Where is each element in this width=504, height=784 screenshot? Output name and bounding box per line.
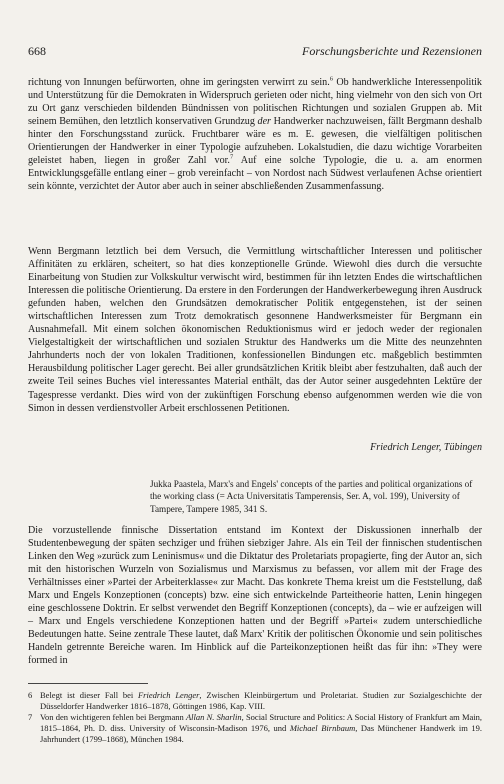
footnote-divider <box>28 683 148 684</box>
review-book-citation: Jukka Paastela, Marx's and Engels' concepts of the parties and political organizations of the working class (= Acta Universitatis Tamperensis, Ser. A, vol. 199), University of Tampere, Tampere 1985, 341 S. <box>150 479 473 514</box>
footnote-ref-6: 6 <box>329 75 333 83</box>
reviewer-signature: Friedrich Lenger, Tübingen <box>370 442 482 453</box>
text-span: Ob handwerkliche Interessenpolitik und Unterstützung für die Demokraten in Widerspruch gerieten oder nicht, hing vielmehr von den sich von Ort zu Ort ganz verschieden bildenden Bündnissen von politischen Richtungen und sozialen Gruppen ab. Mit seinem Bemühen, den letztlich konservativen Grundzug <box>28 77 482 128</box>
page-number: 668 <box>28 44 46 58</box>
paragraph-review-intro: Die vorzustellende finnische Dissertation entstand im Kontext der Diskussionen innerhalb der Studentenbewegung der späten sechziger und frühen siebziger Jahre. Als ein Teil der finnischen studentischen Linken den Weg »zurück zum Leninismus« und die Diktatur des Proletariats propagierte, fing der Autor an, sich mit den historischen Wurzeln von Sozialismus und Marxismus zu befassen, vor allem mit der Frage des Verhältnisses einer »Partei der Arbeiterklasse« zur Macht. Das konkrete Thema kreist um die Feststellung, daß Marx und Engels Konzeptionen (concepts) bzw. eine sich entwickelnde Parteitheorie hatten, Lenin hingegen eine geschlossene Doktrin. Er selbst verwendet den Begriff Konzeptionen (concepts), da – wie er aufzeigen will – Marx und Engels verschiedene Konzeptionen hatten und der Begriff »Partei« zudem unterschiedliche Bedeutungen hatte. Seine zentrale These lautet, daß Marx' Kritik der politischen Ökonomie und sein politisches Handeln getrennte Bereiche waren. Im Hinblick auf die Parteikonzeptionen heißt das für ihn: »They were formed in <box>28 525 482 667</box>
text-span: richtung von Innungen befürworten, ohne im geringsten verwirrt zu sein. <box>28 77 330 88</box>
footnote <box>28 690 482 711</box>
text-span: , Das Münchener Handwerk im 19. Jahrhundert (1799–1868), München 1984. <box>40 723 482 744</box>
emphasis-text: der <box>257 116 271 128</box>
footnotes <box>28 690 482 746</box>
text-span: , Zwischen Kleinbürgertum und Proletariat. Studien zur Sozialgeschichte der Düsseldorfer Handwerker 1816–1878, Göttingen 1986, Kap. VIII. <box>40 690 482 711</box>
text-span: Auf eine solche Typologie, die u. a. am enormen Entwicklungsgefälle entlang einer – grob vereinfacht – von Nordost nach Südwest verlaufenen Achse orientiert sein könnte, verzichtet der Autor aber auch in seiner abschließenden Zusammenfassung. <box>28 155 482 193</box>
footnote-text <box>40 712 482 744</box>
paragraph-conclusion: Wenn Bergmann letztlich bei dem Versuch, die Vermittlung wirtschaftlicher Interessen und politischer Affinitäten zu erklären, scheitert, so hat dies konzeptionelle Gründe. Wiewohl dies durch die versuchte Einarbeitung von Studien zur Volkskultur verwischt wird, bestimmen für ihn letzten Endes die wirtschaftlichen Interessen die politische Orientierung. Da erstere in den Forderungen der Handwerkerbewegung ihren Ausdruck gefunden haben, welchen den Grundsätzen demokratischer Politik entgegenstehen, ist der seinen wirtschaftlichen Interessen zum Trotz demokratisch gesonnene Handwerksmeister für Bergmann ein Ausnahmefall. Mit einem solchen ökonomischen Reduktionismus wird er jedoch weder der regionalen Vielgestaltigkeit der wirtschaftlichen und sozialen Struktur des Handwerks um die Mitte des neunzehnten Jahrhunderts noch der von lokalen Traditionen, konfessionellen Bindungen etc. maßgeblich bestimmten Herausbildung politischer Lager gerecht. Bei aller grundsätzlichen Kritik bleibt aber festzuhalten, daß auch der zweite Teil seines Buches viel interessantes Material enthält, das der Autor seiner ausgedehnten Lektüre der Tagespresse verdankt. Dies wird von der zukünftigen Forschung ebenso aufgenommen werden wie die von Simon in dessen verdienstvoller Arbeit erschlossenen Petitionen. <box>28 246 482 414</box>
author-name: Friedrich Lenger <box>137 690 200 700</box>
text-span: Handwerker nachzuweisen, fällt Bergmann deshalb hinter den Forschungsstand zurück. Fruchtbarer wäre es m. E. gewesen, die vielfältigen politischen Orientierungen der Handwerker in einer Typologie aufzuheben. Lokalstudien, die dazu wichtige Vorarbeiten geleistet haben, liegen in großer Zahl vor. <box>28 116 482 167</box>
author-name: Michael Birnbaum <box>289 723 356 734</box>
paragraph-continuation <box>28 76 482 193</box>
author-name: Allan N. Sharlin <box>185 712 242 723</box>
footnote-text <box>40 690 482 711</box>
text-span: , Social Structure and Politics: A Social History of Frankfurt am Main, 1815–1864, Ph. D. diss. University of Wisconsin-Madison 1976, und <box>40 712 483 734</box>
page-header <box>28 44 482 59</box>
footnote <box>28 712 482 744</box>
text-span: Belegt ist dieser Fall bei <box>40 690 138 700</box>
running-title: Forschungsberichte und Rezensionen <box>302 44 482 58</box>
footnote-number: 7 <box>28 712 33 723</box>
footnote-number: 6 <box>28 690 33 700</box>
footnote-ref-7: 7 <box>229 153 234 161</box>
text-span: Von den wichtigeren fehlen bei Bergmann <box>40 712 186 723</box>
